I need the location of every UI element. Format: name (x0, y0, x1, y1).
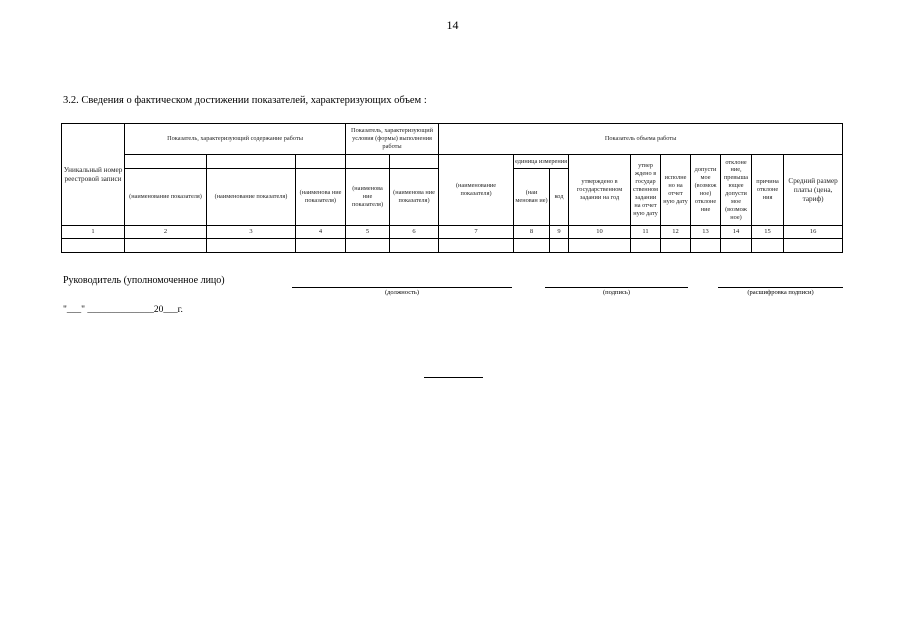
empty-cell (125, 239, 207, 253)
header-unit-code: код (550, 169, 569, 226)
header-deviation-allowed: допусти мое (возмож ное) отклоне ние (691, 155, 721, 226)
empty-cell (390, 155, 439, 169)
page-number: 14 (446, 18, 459, 32)
header-content-name-1: (наименование показателя) (125, 169, 207, 226)
column-number: 6 (390, 226, 439, 239)
column-number: 3 (207, 226, 296, 239)
column-number: 12 (661, 226, 691, 239)
empty-cell (514, 239, 550, 253)
header-condition-name-1: (наименова ние показателя) (346, 169, 390, 226)
empty-cell (784, 239, 843, 253)
column-number: 8 (514, 226, 550, 239)
section-title: 3.2. Сведения о фактическом достижении показателей, характеризующих объем : (63, 95, 427, 106)
column-number: 7 (439, 226, 514, 239)
header-avg-fee: Средний размер платы (цена, тариф) (784, 155, 843, 226)
empty-cell (661, 239, 691, 253)
empty-cell (296, 155, 346, 169)
empty-cell (550, 239, 569, 253)
header-content-indicator: Показатель, характеризующий содержание работы (125, 124, 346, 155)
head-label: Руководитель (уполномоченное лицо) (63, 275, 225, 286)
header-condition-name-2: (наименова ние показателя) (390, 169, 439, 226)
header-deviation-reason: причина отклоне ния (752, 155, 784, 226)
empty-cell (439, 239, 514, 253)
column-number: 2 (125, 226, 207, 239)
empty-cell (390, 239, 439, 253)
header-approved-gz: утверждено в государственном задании на год (569, 155, 631, 226)
column-number: 9 (550, 226, 569, 239)
header-content-name-3: (наименова ние показателя) (296, 169, 346, 226)
empty-cell (207, 239, 296, 253)
empty-cell (207, 155, 296, 169)
empty-cell (125, 155, 207, 169)
column-number: 1 (62, 226, 125, 239)
empty-cell (631, 239, 661, 253)
volume-indicators-table (61, 123, 843, 253)
header-executed: исполне но на отчет ную дату (661, 155, 691, 226)
empty-cell (62, 239, 125, 253)
column-number: 5 (346, 226, 390, 239)
empty-cell (691, 239, 721, 253)
header-volume-indicator: Показатель объема работы (439, 124, 843, 155)
column-number: 13 (691, 226, 721, 239)
decode-line (718, 287, 843, 288)
date-line: "___" ______________20___г. (63, 305, 183, 315)
end-divider (424, 377, 483, 378)
header-unit: единица измерения (514, 155, 569, 169)
signature-line (545, 287, 688, 288)
decode-caption: (расшифровка подписи) (747, 289, 814, 296)
column-number: 14 (721, 226, 752, 239)
header-unit-name: (наи менован ие) (514, 169, 550, 226)
signature-caption: (подпись) (603, 289, 630, 296)
position-caption: (должность) (384, 289, 420, 296)
column-number: 4 (296, 226, 346, 239)
position-line (292, 287, 512, 288)
header-content-name-2: (наименование показателя) (207, 169, 296, 226)
column-number: 15 (752, 226, 784, 239)
column-number: 16 (784, 226, 843, 239)
empty-cell (569, 239, 631, 253)
empty-cell (346, 155, 390, 169)
empty-cell (752, 239, 784, 253)
header-approved-period: утвер ждено в государ ственном задании на отчет ную дату (631, 155, 661, 226)
column-number: 11 (631, 226, 661, 239)
empty-cell (721, 239, 752, 253)
empty-cell (346, 239, 390, 253)
column-number: 10 (569, 226, 631, 239)
header-volume-name: (наименование показателя) (439, 155, 514, 226)
header-deviation-over: отклоне ние, превыша ющее допусти мое (возмож ное) (721, 155, 752, 226)
header-conditions-indicator: Показатель, характеризующий условия (формы) выполнения работы (346, 124, 439, 155)
header-unique-number: Уникальный номер реестровой записи (62, 124, 125, 226)
empty-cell (296, 239, 346, 253)
table-row (62, 239, 843, 253)
